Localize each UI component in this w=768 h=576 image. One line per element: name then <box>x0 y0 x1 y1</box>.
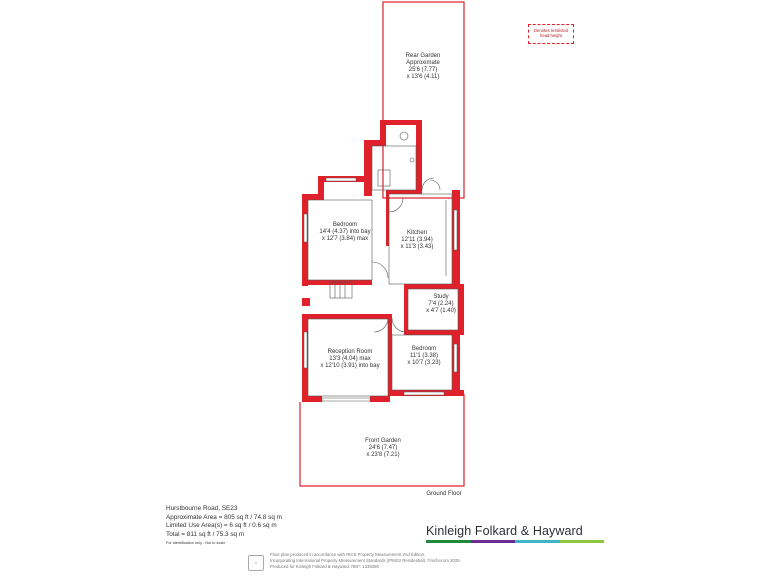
brand-name: Kinleigh Folkard & Hayward <box>426 524 583 538</box>
nichecom-logo: n <box>248 555 264 571</box>
footer <box>254 552 530 571</box>
brand-bar-segment <box>560 540 605 543</box>
rear-garden-line3: 25'6 (7.77) <box>408 67 438 73</box>
bedroom-1-name: Bedroom <box>332 222 358 228</box>
brand-bar-segment <box>471 540 516 543</box>
study-name: Study <box>433 294 449 300</box>
legend-line-1: Denotes restricted <box>534 28 568 33</box>
bedroom-1-line2: 14'4 (4.37) into bay <box>319 229 371 235</box>
brand-color-bar <box>426 540 604 543</box>
bedroom-2-name: Bedroom <box>411 346 437 352</box>
kitchen-name: Kitchen <box>406 230 428 236</box>
legend-line-2: head height <box>540 33 562 38</box>
room-labels <box>319 53 461 497</box>
kitchen-line3: x 11'3 (3.43) <box>400 244 434 250</box>
footer-line-3: Produced for Kinleigh Folkard & Hayward. REF: 1339390 <box>270 564 379 570</box>
brand-logo <box>426 524 604 543</box>
rear-garden-line4: x 13'6 (4.11) <box>406 74 440 80</box>
restricted-head-height-legend <box>528 24 574 44</box>
property-info <box>166 505 282 546</box>
disclaimer: For identification only - Not to scale <box>166 541 226 546</box>
property-address: Hurstbourne Road, SE23 <box>166 505 238 512</box>
bedroom-2-line2: 11'1 (3.38) <box>409 353 439 359</box>
reception-line2: 13'3 (4.04) max <box>329 356 371 362</box>
rear-garden-name: Rear Garden <box>405 53 441 59</box>
front-garden-line3: x 23'8 (7.21) <box>366 452 400 458</box>
study-line2: 7'4 (2.24) <box>428 301 454 307</box>
approx-area: Approximate Area = 805 sq ft / 74.8 sq m <box>166 513 282 521</box>
study-line3: x 4'7 (1.40) <box>426 308 456 314</box>
bedroom-1-line3: x 12'7 (3.84) max <box>321 236 369 242</box>
limited-use-area: Limited Use Area(s) = 6 sq ft / 0.6 sq m <box>166 522 277 530</box>
rear-garden-line2: Approximate <box>406 60 440 66</box>
kitchen-line2: 12'11 (3.94) <box>401 237 433 243</box>
brand-bar-segment <box>426 540 471 543</box>
reception-line3: x 12'10 (3.91) into bay <box>320 363 380 369</box>
floor-label: Ground Floor <box>426 491 462 497</box>
rear-garden-outline <box>383 2 464 198</box>
footer-line-2: Incorporating International Property Measurement Standards (IPMS2 Residential). ©nichecom 2025. <box>270 558 461 564</box>
reception-name: Reception Room <box>327 349 373 355</box>
brand-bar-segment <box>515 540 560 543</box>
footer-line-1: Floor plan produced in accordance with RICS Property Measurement 2nd Edition, <box>270 552 426 557</box>
total-area: Total = 811 sq ft / 75.3 sq m <box>166 530 245 538</box>
front-garden-name: Front Garden <box>365 438 401 444</box>
front-garden-line2: 24'6 (7.47) <box>368 445 398 451</box>
bedroom-2-line3: x 10'7 (3.23) <box>407 360 441 366</box>
